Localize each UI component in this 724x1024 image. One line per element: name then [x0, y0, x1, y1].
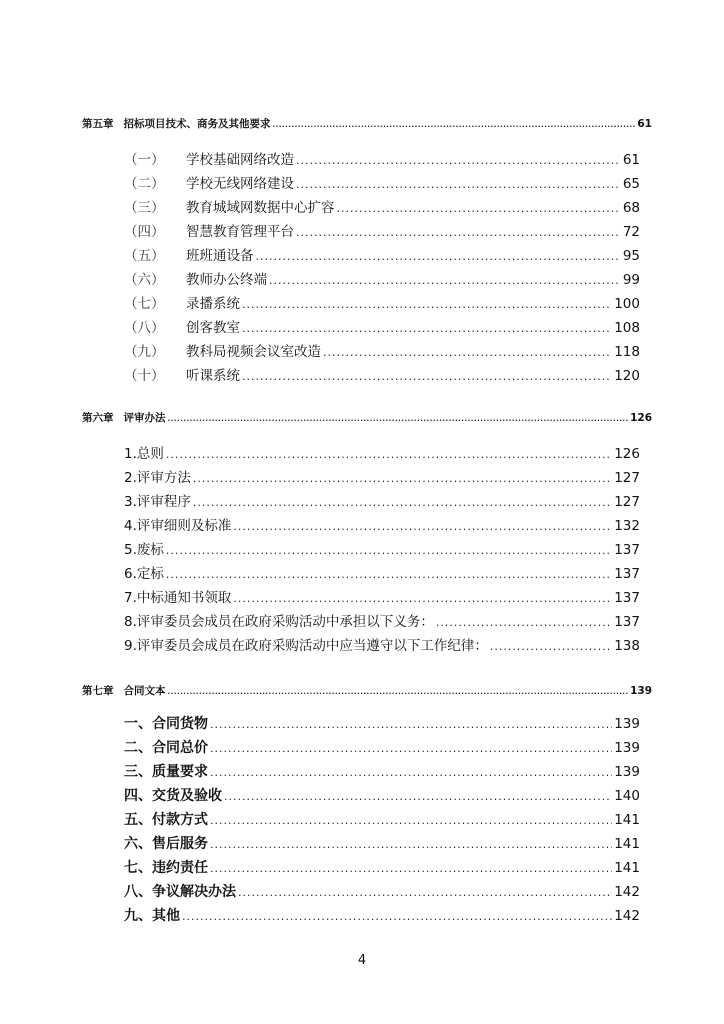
toc-item[interactable] — [124, 905, 640, 925]
dot-leader — [224, 790, 612, 803]
dot-leader — [210, 838, 612, 851]
toc-chapter-5[interactable] — [82, 116, 652, 131]
toc-item[interactable] — [124, 316, 640, 336]
dot-leader — [233, 592, 612, 605]
item-label: 教科局视频会议室改造 — [186, 344, 321, 360]
toc-item[interactable] — [124, 196, 640, 216]
toc-item[interactable] — [124, 634, 640, 654]
dot-leader — [193, 496, 612, 509]
item-page: 99 — [622, 272, 640, 288]
toc-item[interactable] — [124, 340, 640, 360]
toc-item[interactable] — [124, 244, 640, 264]
dot-leader — [210, 718, 612, 731]
item-label: 学校无线网络建设 — [186, 176, 294, 192]
toc-item[interactable] — [124, 737, 640, 757]
item-page: 139 — [614, 740, 640, 756]
dot-leader — [296, 226, 621, 239]
item-page: 137 — [614, 614, 640, 630]
item-label: 班班通设备 — [186, 248, 254, 264]
dot-leader — [168, 688, 629, 696]
item-index: （三） — [124, 200, 165, 216]
toc-item[interactable] — [124, 292, 640, 312]
toc-chapter-7[interactable] — [82, 683, 652, 698]
dot-leader — [193, 472, 612, 485]
item-page: 100 — [614, 296, 640, 312]
dot-leader — [166, 544, 612, 557]
toc-item[interactable] — [124, 172, 640, 192]
item-label: 智慧教育管理平台 — [186, 224, 294, 240]
item-label: 8.评审委员会成员在政府采购活动中承担以下义务： — [124, 614, 434, 630]
dot-leader — [166, 568, 612, 581]
toc-item[interactable] — [124, 514, 640, 534]
dot-leader — [210, 742, 612, 755]
toc-item[interactable] — [124, 785, 640, 805]
dot-leader — [269, 274, 621, 287]
chapter-title: 合同文本 — [123, 685, 166, 697]
item-page: 141 — [614, 812, 640, 828]
item-page: 108 — [614, 320, 640, 336]
dot-leader — [323, 346, 612, 359]
toc-item[interactable] — [124, 833, 640, 853]
item-page: 141 — [614, 836, 640, 852]
toc-item[interactable] — [124, 220, 640, 240]
toc-item[interactable] — [124, 268, 640, 288]
dot-leader — [256, 250, 621, 263]
item-label: 7.中标通知书领取 — [124, 590, 232, 606]
chapter-title: 招标项目技术、商务及其他要求 — [123, 118, 271, 130]
item-page: 132 — [614, 518, 640, 534]
chapter-title: 评审办法 — [123, 412, 166, 424]
item-index: （五） — [124, 248, 165, 264]
chapter-page: 61 — [637, 118, 652, 130]
item-label: 教师办公终端 — [186, 272, 267, 288]
item-label: 创客教室 — [186, 320, 240, 336]
dot-leader — [210, 766, 612, 779]
toc-item[interactable] — [124, 713, 640, 733]
item-label: 八、争议解决办法 — [124, 884, 236, 900]
toc-item[interactable] — [124, 881, 640, 901]
item-page: 141 — [614, 860, 640, 876]
item-label: 录播系统 — [186, 296, 240, 312]
page-number: 4 — [357, 953, 367, 968]
dot-leader — [337, 202, 621, 215]
item-label: 6.定标 — [124, 566, 164, 582]
item-page: 118 — [614, 344, 640, 360]
toc-item[interactable] — [124, 761, 640, 781]
toc-item[interactable] — [124, 538, 640, 558]
chapter-page: 126 — [630, 412, 652, 424]
dot-leader — [242, 322, 612, 335]
item-index: （二） — [124, 176, 165, 192]
item-page: 72 — [622, 224, 640, 240]
toc-chapter-6[interactable] — [82, 410, 652, 425]
item-label: 六、售后服务 — [124, 836, 208, 852]
item-page: 137 — [614, 566, 640, 582]
dot-leader — [296, 154, 621, 167]
item-label: 三、质量要求 — [124, 764, 208, 780]
toc-item[interactable] — [124, 857, 640, 877]
dot-leader — [242, 370, 612, 383]
chapter-number: 第六章 — [82, 412, 114, 424]
item-page: 140 — [614, 788, 640, 804]
toc-item[interactable] — [124, 562, 640, 582]
toc-item[interactable] — [124, 442, 640, 462]
toc-item[interactable] — [124, 586, 640, 606]
item-page: 65 — [622, 176, 640, 192]
dot-leader — [242, 298, 612, 311]
item-page: 137 — [614, 542, 640, 558]
item-page: 127 — [614, 470, 640, 486]
dot-leader — [296, 178, 621, 191]
item-label: 9.评审委员会成员在政府采购活动中应当遵守以下工作纪律： — [124, 638, 488, 654]
dot-leader — [490, 640, 612, 653]
chapter-number: 第七章 — [82, 685, 114, 697]
toc-item[interactable] — [124, 610, 640, 630]
item-page: 68 — [622, 200, 640, 216]
item-label: 一、合同货物 — [124, 716, 208, 732]
item-label: 二、合同总价 — [124, 740, 208, 756]
item-index: （九） — [124, 344, 165, 360]
item-index: （十） — [124, 368, 165, 384]
dot-leader — [182, 910, 612, 923]
toc-item[interactable] — [124, 148, 640, 168]
item-label: 4.评审细则及标准 — [124, 518, 232, 534]
item-label: 学校基础网络改造 — [186, 152, 294, 168]
item-label: 九、其他 — [124, 908, 180, 924]
item-label: 5.废标 — [124, 542, 164, 558]
item-label: 3.评审程序 — [124, 494, 191, 510]
dot-leader — [436, 616, 612, 629]
item-label: 四、交货及验收 — [124, 788, 222, 804]
item-label: 1.总则 — [124, 446, 164, 462]
item-index: （一） — [124, 152, 165, 168]
item-page: 127 — [614, 494, 640, 510]
item-label: 七、违约责任 — [124, 860, 208, 876]
item-label: 教育城域网数据中心扩容 — [186, 200, 335, 216]
toc-item[interactable] — [124, 466, 640, 486]
item-index: （七） — [124, 296, 165, 312]
item-index: （六） — [124, 272, 165, 288]
item-page: 138 — [614, 638, 640, 654]
dot-leader — [168, 415, 629, 423]
dot-leader — [166, 448, 612, 461]
item-page: 142 — [614, 884, 640, 900]
item-index: （八） — [124, 320, 165, 336]
dot-leader — [238, 886, 612, 899]
item-label: 2.评审方法 — [124, 470, 191, 486]
dot-leader — [210, 814, 612, 827]
item-page: 142 — [614, 908, 640, 924]
toc-item[interactable] — [124, 364, 640, 384]
item-page: 120 — [614, 368, 640, 384]
item-label: 听课系统 — [186, 368, 240, 384]
item-page: 95 — [622, 248, 640, 264]
chapter-number: 第五章 — [82, 118, 114, 130]
dot-leader — [233, 520, 612, 533]
item-index: （四） — [124, 224, 165, 240]
item-page: 137 — [614, 590, 640, 606]
chapter-page: 139 — [630, 685, 652, 697]
dot-leader — [210, 862, 612, 875]
item-page: 139 — [614, 764, 640, 780]
item-page: 61 — [622, 152, 640, 168]
item-page: 126 — [614, 446, 640, 462]
toc-item[interactable] — [124, 809, 640, 829]
dot-leader — [273, 121, 636, 129]
item-page: 139 — [614, 716, 640, 732]
item-label: 五、付款方式 — [124, 812, 208, 828]
toc-item[interactable] — [124, 490, 640, 510]
